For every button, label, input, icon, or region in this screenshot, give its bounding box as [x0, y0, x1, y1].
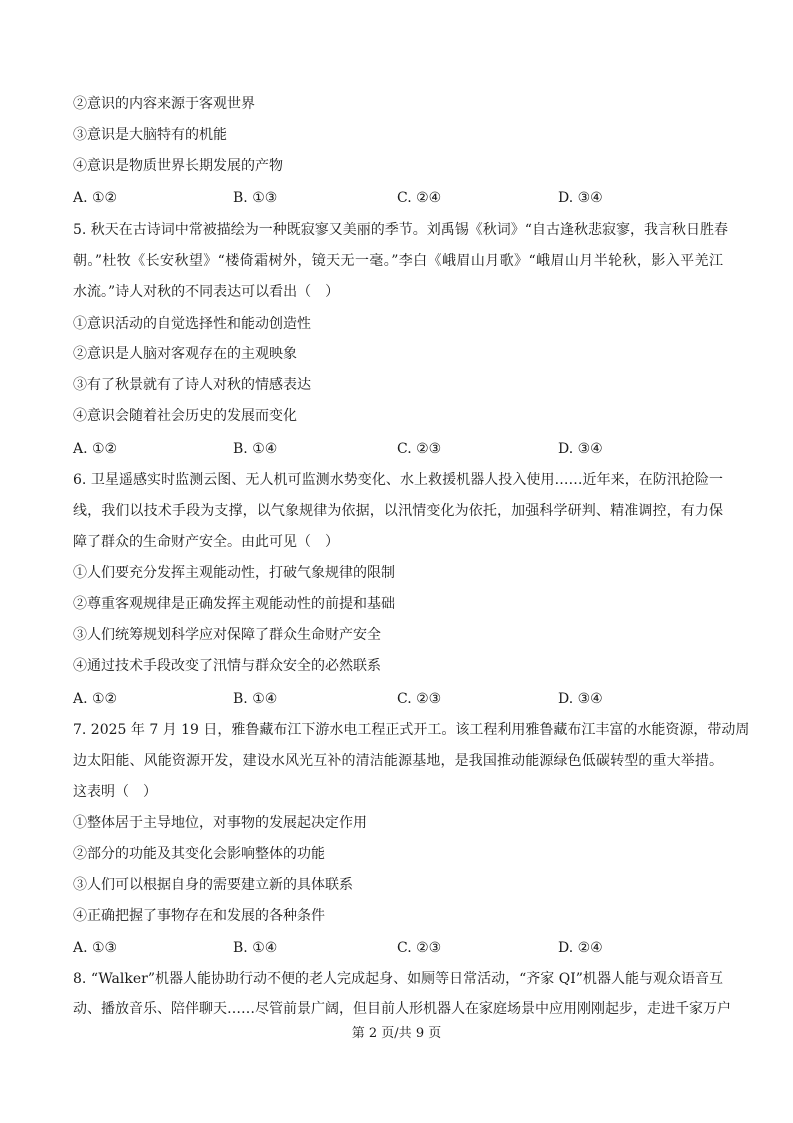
q5-stem-line-2: 朝。”杜牧《长安秋望》“楼倚霜树外，镜天无一毫。”李白《峨眉山月歌》“峨眉山月半轮秋，影入平羌江 [73, 253, 723, 269]
q6-item-2: ②尊重客观规律是正确发挥主观能动性的前提和基础 [73, 596, 395, 612]
q7-item-2: ②部分的功能及其变化会影响整体的功能 [73, 846, 325, 862]
q7-option-d: D. ②④ [558, 940, 603, 956]
q6-item-3: ③人们统筹规划科学应对保障了群众生命财产安全 [73, 627, 381, 643]
q7-option-c: C. ②③ [397, 940, 442, 956]
q5-option-a: A. ①② [73, 441, 118, 457]
q6-option-c: C. ②③ [397, 691, 442, 707]
q4-item-4: ④意识是物质世界长期发展的产物 [73, 158, 283, 174]
q4-item-2: ②意识的内容来源于客观世界 [73, 96, 255, 112]
q6-option-b: B. ①④ [233, 691, 278, 707]
q7-option-a: A. ①③ [73, 940, 118, 956]
q6-item-1: ①人们要充分发挥主观能动性，打破气象规律的限制 [73, 565, 395, 581]
q7-stem-line-3: 这表明（ ） [73, 784, 157, 800]
page-footer: 第 2 页/共 9 页 [351, 1026, 442, 1041]
q6-stem-line-1: 6. 卫星遥感实时监测云图、无人机可监测水势变化、水上救援机器人投入使用……近年来，在防汛抢险一 [73, 472, 723, 488]
q5-stem-line-3: 水流。”诗人对秋的不同表达可以看出（ ） [73, 284, 340, 300]
q7-stem-line-2: 边太阳能、风能资源开发，建设水风光互补的清洁能源基地，是我国推动能源绿色低碳转型的重大举措。 [73, 753, 723, 769]
q7-item-3: ③人们可以根据自身的需要建立新的具体联系 [73, 877, 353, 893]
q6-stem-line-2: 线，我们以技术手段为支撑，以气象规律为依据，以汛情变化为依托，加强科学研判、精准调控，有力保 [73, 503, 723, 519]
q5-item-2: ②意识是人脑对客观存在的主观映象 [73, 346, 297, 362]
q4-option-b: B. ①③ [233, 190, 278, 206]
q6-item-4: ④通过技术手段改变了汛情与群众安全的必然联系 [73, 658, 381, 674]
q8-stem-line-2: 动、播放音乐、陪伴聊天……尽管前景广阔，但目前人形机器人在家庭场景中应用刚刚起步，走进千家万户 [73, 1001, 731, 1017]
q5-item-3: ③有了秋景就有了诗人对秋的情感表达 [73, 377, 311, 393]
q6-option-d: D. ③④ [558, 691, 603, 707]
q7-item-4: ④正确把握了事物存在和发展的各种条件 [73, 908, 325, 924]
q5-option-d: D. ③④ [558, 441, 603, 457]
q7-item-1: ①整体居于主导地位，对事物的发展起决定作用 [73, 815, 367, 831]
q4-option-a: A. ①② [73, 190, 118, 206]
q5-option-b: B. ①④ [233, 441, 278, 457]
q5-item-4: ④意识会随着社会历史的发展而变化 [73, 408, 297, 424]
q6-stem-line-3: 障了群众的生命财产安全。由此可见（ ） [73, 534, 339, 550]
q4-item-3: ③意识是大脑特有的机能 [73, 127, 227, 143]
q6-option-a: A. ①② [73, 691, 118, 707]
q8-stem-line-1: 8. “Walker”机器人能协助行动不便的老人完成起身、如厕等日常活动，“齐家 QI”机器人能与观众语音互 [73, 971, 723, 987]
q5-item-1: ①意识活动的自觉选择性和能动创造性 [73, 316, 311, 332]
q5-option-c: C. ②③ [397, 441, 442, 457]
q5-stem-line-1: 5. 秋天在古诗词中常被描绘为一种既寂寥又美丽的季节。刘禹锡《秋词》“自古逢秋悲寂寥，我言秋日胜春 [73, 222, 728, 238]
q4-option-d: D. ③④ [558, 190, 603, 206]
q7-option-b: B. ①④ [233, 940, 278, 956]
q7-stem-line-1: 7. 2025 年 7 月 19 日，雅鲁藏布江下游水电工程正式开工。该工程利用雅鲁藏布江丰富的水能资源，带动周 [73, 722, 750, 738]
q4-option-c: C. ②④ [397, 190, 442, 206]
